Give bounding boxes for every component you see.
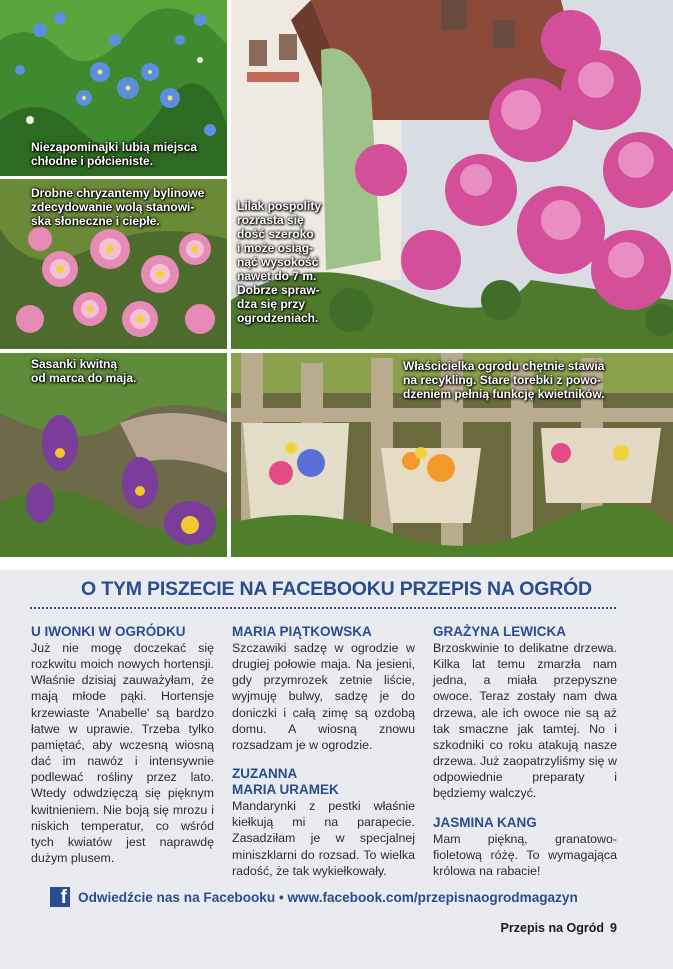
photo-chrysanthemums [0,179,227,349]
facebook-link-text[interactable]: Odwiedźcie nas na Facebooku • www.facebook.com/przepisnaogrodmagazyn [78,889,578,905]
post-author: GRAŻYNA LEWICKA [433,624,566,639]
section-title: O TYM PISZECIE NA FACEBOOKU PRZEPIS NA OGRÓD [81,578,592,600]
post-author: MARIA PIĄTKOWSKA [232,624,372,639]
page-footer [501,921,617,935]
caption-lilac: Lilak pospolity rozrasta się dość szeroko i może osiąg- nąć wysokość nawet do 7 m. Dobrze spraw- dza się przy ogrodzeniach. [237,199,322,325]
photo-forget-me-nots [0,0,227,176]
post-column-1 [31,624,214,866]
caption-pasque: Sasanki kwitną od marca do maja. [31,357,137,385]
post-text: Już nie mogę doczekać się rozkwitu moich nowych hortensji. Właśnie dzisiaj zauważyłam, że mają młode pąki. Hortensje krzewiaste 'Anabelle' są bardzo łatwe w uprawie. Trzeba tylko pamiętać, aby wczesną wiosną dać im nawóz i intensywnie podlewać rośliny przez lato. Wtedy odwdzięczą się pięknym kwitnieniem. Nie boją się mrozu i niskich temperatur, co wśród tych kwiatów jest naprawdę dużym plusem. [31,641,214,866]
post-author: U IWONKI W OGRÓDKU [31,624,186,639]
post-author: ZUZANNA MARIA URAMEK [232,766,339,798]
post-column-3 [433,624,617,879]
facebook-icon: f [50,887,70,907]
post-author: JASMINA KANG [433,814,537,830]
photo-lilac-house [231,0,673,349]
page-number: 9 [610,921,617,935]
post-column-2 [232,624,415,879]
post-text: Mam piękną, granatowo-fioletową różę. To wymagająca królowa na rabacie! [433,831,617,878]
caption-chrysanthemums: Drobne chryzantemy bylinowe zdecydowanie wolą stanowi- ska słoneczne i ciepłe. [31,186,205,228]
facebook-link-line[interactable] [50,886,578,908]
photo-bags-fence [231,353,673,557]
post-text: Szczawiki sadzę w ogrodzie w drugiej połowie maja. Na jesieni, gdy przymrozek zetnie liście, wyjmuję bulwy, sadzę je do doniczki i całą zimę są ozdobą domu. A wiosną znowu rozsadzam je w ogrodzie. [232,641,415,752]
caption-bags: Właścicielka ogrodu chętnie stawia na recykling. Stare torebki z powo- dzeniem pełnią funkcję kwietników. [403,359,605,401]
post-text: Mandarynki z pestki właśnie kiełkują mi na parapecie. Zasadziłam je w specjalnej miniszklarni do rozsad. To wielka radość, że tak wykiełkowały. [232,799,415,878]
post-text: Brzoskwinie to delikatne drzewa. Kilka lat temu zmarzła nam jedna, a miała przepyszne owoce. Teraz zostały nam dwa drzewa, ale ich owoce nie są aż tak smaczne jak tamtej. No i szkodniki co roku atakują nasze drzewa. Już zaopatrzyliśmy się w odpowiednie preparaty i będziemy walczyć. [433,641,617,801]
dotted-divider [30,607,616,609]
caption-forget-me-nots: Niezapominajki lubią miejsca chłodne i półcieniste. [31,140,198,168]
photo-pasque-flowers [0,353,227,557]
magazine-name: Przepis na Ogród [500,921,605,935]
